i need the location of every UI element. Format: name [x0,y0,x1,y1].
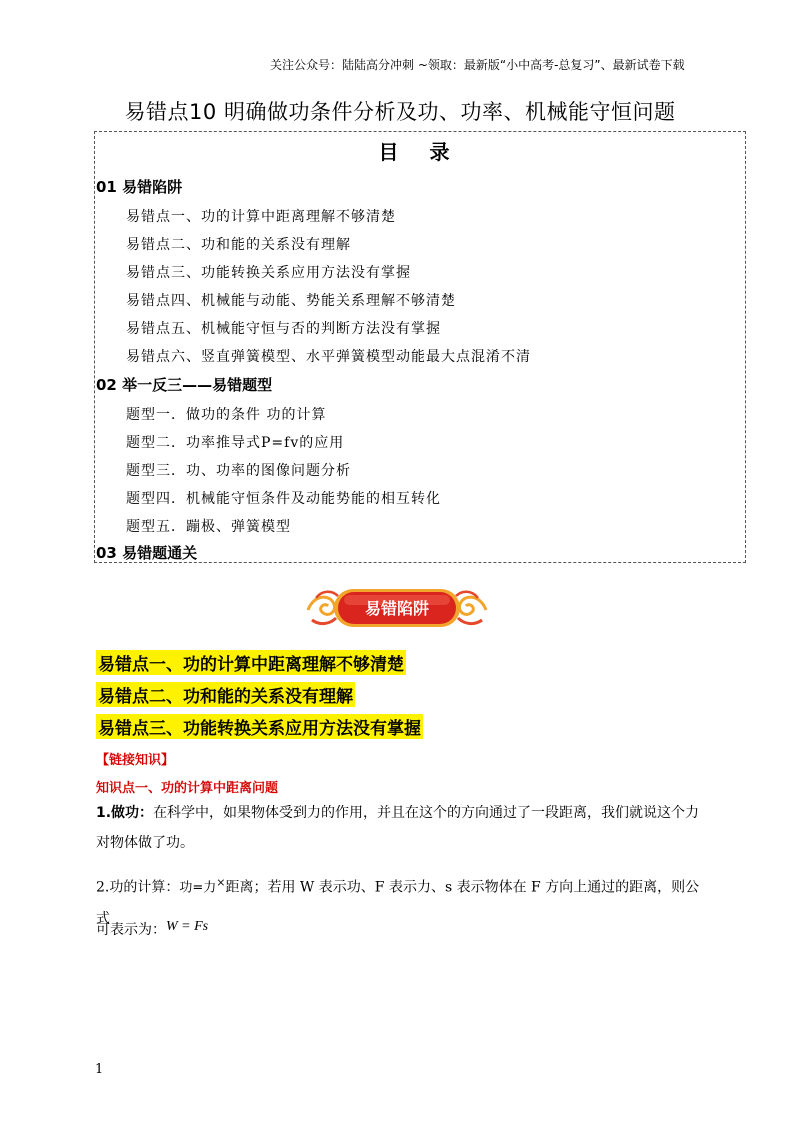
highlight-heading: 易错点三、功能转换关系应用方法没有掌握 [96,714,423,739]
page-title: 易错点10 明确做功条件分析及功、功率、机械能守恒问题 [124,100,676,124]
toc-item: 题型五．蹦极、弹簧模型 [126,519,291,535]
toc-section-02: 02 举一反三——易错题型 [96,376,273,394]
section-banner [304,580,490,636]
paragraph-doing-work [96,798,706,858]
toc-section-01: 01 易错陷阱 [96,178,183,196]
toc-item: 题型一．做功的条件 功的计算 [126,407,327,423]
toc-item: 易错点五、机械能守恒与否的判断方法没有掌握 [126,321,441,337]
toc-item: 易错点一、功的计算中距离理解不够清楚 [126,209,396,225]
toc-item: 易错点二、功和能的关系没有理解 [126,237,351,253]
paragraph-end: 可表示为： [96,922,166,938]
term-doing-work: 1.做功： [96,805,154,821]
toc-item: 题型三．功、功率的图像问题分析 [126,463,351,479]
toc-item: 易错点四、机械能与动能、势能关系理解不够清楚 [126,293,456,309]
toc-item: 题型二．功率推导式P=fv的应用 [126,435,345,451]
highlight-heading: 易错点二、功和能的关系没有理解 [96,682,355,707]
paragraph-text: 在科学中，如果物体受到力的作用，并且在这个的方向通过了一段距离，我们就说这个力对物体做了功。 [96,805,700,851]
header-notice: 关注公众号：陆陆高分冲刺 ~领取：最新版“小中高考-总复习”、最新试卷下载 [270,58,685,72]
paragraph-formula-line [96,912,706,945]
toc-heading: 目 录 [378,140,462,164]
highlight-heading: 易错点一、功的计算中距离理解不够清楚 [96,650,406,675]
banner-text: 易错陷阱 [364,599,429,618]
toc-item: 易错点三、功能转换关系应用方法没有掌握 [126,265,411,281]
toc-item: 易错点六、竖直弹簧模型、水平弹簧模型动能最大点混淆不清 [126,349,531,365]
toc-item: 题型四．机械能守恒条件及动能势能的相互转化 [126,491,441,507]
times-sign: × [216,876,226,889]
link-knowledge-label: 【链接知识】 [96,753,175,768]
page-number: 1 [95,1062,104,1077]
formula: W = Fs [166,919,209,934]
formula-word: 功=力 [179,880,217,896]
knowledge-title: 知识点一、功的计算中距离问题 [96,781,279,796]
paragraph-prefix: 2.功的计算： [96,879,180,896]
toc-section-03: 03 易错题通关 [96,544,198,562]
paragraph-text: 距离；若用 W 表示功、F 表示力、s 表示物体在 F 方向上通过的距离，则公式 [96,879,700,927]
